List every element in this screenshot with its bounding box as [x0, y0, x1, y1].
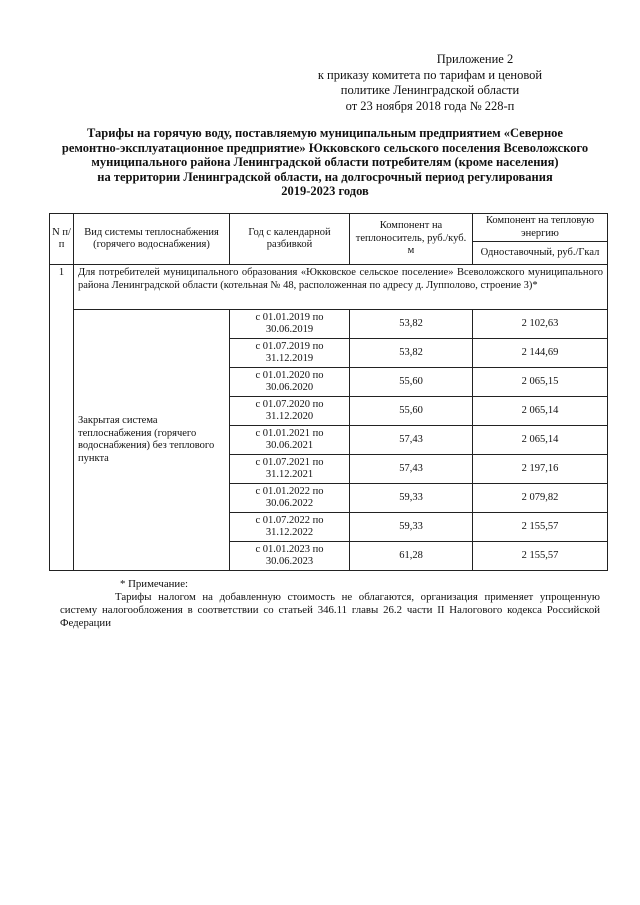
consumer-description: Для потребителей муниципального образования «Юкковское сельское поселение» Всеволожского муниципального района Ленинградской области (котельная № 48, расположенная по адресу д. Лупполово, строение 3)* [74, 265, 608, 310]
carrier-cell: 53,82 [350, 310, 473, 339]
appendix-line-2: к приказу комитета по тарифам и ценовой [317, 67, 543, 82]
energy-cell: 2 155,57 [473, 542, 608, 571]
carrier-cell: 57,43 [350, 455, 473, 484]
energy-cell: 2 102,63 [473, 310, 608, 339]
appendix-line-4: от 23 ноября 2018 года № 228-п [345, 98, 515, 113]
period-cell: с 01.01.2020 по 30.06.2020 [230, 368, 350, 397]
carrier-cell: 53,82 [350, 339, 473, 368]
energy-cell: 2 079,82 [473, 484, 608, 513]
title-line-3: муниципального района Ленинградской области потребителям (кроме населения) [91, 155, 559, 169]
carrier-cell: 55,60 [350, 397, 473, 426]
carrier-cell: 57,43 [350, 426, 473, 455]
note-label: * Примечание: [120, 578, 188, 590]
appendix-line-1: Приложение 2 [436, 52, 514, 66]
appendix-line-3: политике Ленинградской области [340, 83, 520, 97]
carrier-cell: 61,28 [350, 542, 473, 571]
period-cell: с 01.07.2019 по 31.12.2019 [230, 339, 350, 368]
title-line-5: 2019-2023 годов [281, 184, 369, 198]
carrier-cell: 59,33 [350, 484, 473, 513]
row-number: 1 [50, 265, 74, 571]
carrier-cell: 59,33 [350, 513, 473, 542]
carrier-cell: 55,60 [350, 368, 473, 397]
header-period: Год с календарной разбивкой [230, 214, 350, 265]
energy-cell: 2 155,57 [473, 513, 608, 542]
period-cell: с 01.01.2022 по 30.06.2022 [230, 484, 350, 513]
period-cell: с 01.07.2021 по 31.12.2021 [230, 455, 350, 484]
energy-cell: 2 197,16 [473, 455, 608, 484]
period-cell: с 01.01.2021 по 30.06.2021 [230, 426, 350, 455]
energy-cell: 2 144,69 [473, 339, 608, 368]
energy-cell: 2 065,15 [473, 368, 608, 397]
header-system: Вид системы теплоснабжения (горячего водоснабжения) [74, 214, 230, 265]
title-line-1: Тарифы на горячую воду, поставляемую муниципальным предприятием «Северное [87, 126, 563, 140]
title-line-4: на территории Ленинградской области, на долгосрочный период регулирования [97, 169, 553, 184]
table-row [50, 310, 608, 339]
note-text: Тарифы налогом на добавленную стоимость не облагаются, организация применяет упрощенную систему налогообложения в соответствии со статьей 346.11 главы 26.2 части II Налогового кодекса Российской Федерации [60, 591, 600, 629]
period-cell: с 01.01.2019 по 30.06.2019 [230, 310, 350, 339]
energy-cell: 2 065,14 [473, 397, 608, 426]
document-title [60, 126, 590, 199]
header-energy-sub: Одноставочный, руб./Гкал [473, 242, 608, 265]
header-carrier: Компонент на теплоноситель, руб./куб. м [350, 214, 473, 265]
note-block [60, 578, 600, 630]
period-cell: с 01.07.2022 по 31.12.2022 [230, 513, 350, 542]
appendix-block [280, 52, 580, 114]
header-energy: Компонент на тепловую энергию [473, 214, 608, 242]
system-type: Закрытая система теплоснабжения (горячего водоснабжения) без теплового пункта [74, 310, 230, 571]
energy-cell: 2 065,14 [473, 426, 608, 455]
period-cell: с 01.07.2020 по 31.12.2020 [230, 397, 350, 426]
header-num: N п/п [50, 214, 74, 265]
period-cell: с 01.01.2023 по 30.06.2023 [230, 542, 350, 571]
tariff-table [49, 213, 608, 571]
title-line-2: ремонтно-эксплуатационное предприятие» Юкковского сельского поселения Всеволожского [61, 140, 589, 155]
